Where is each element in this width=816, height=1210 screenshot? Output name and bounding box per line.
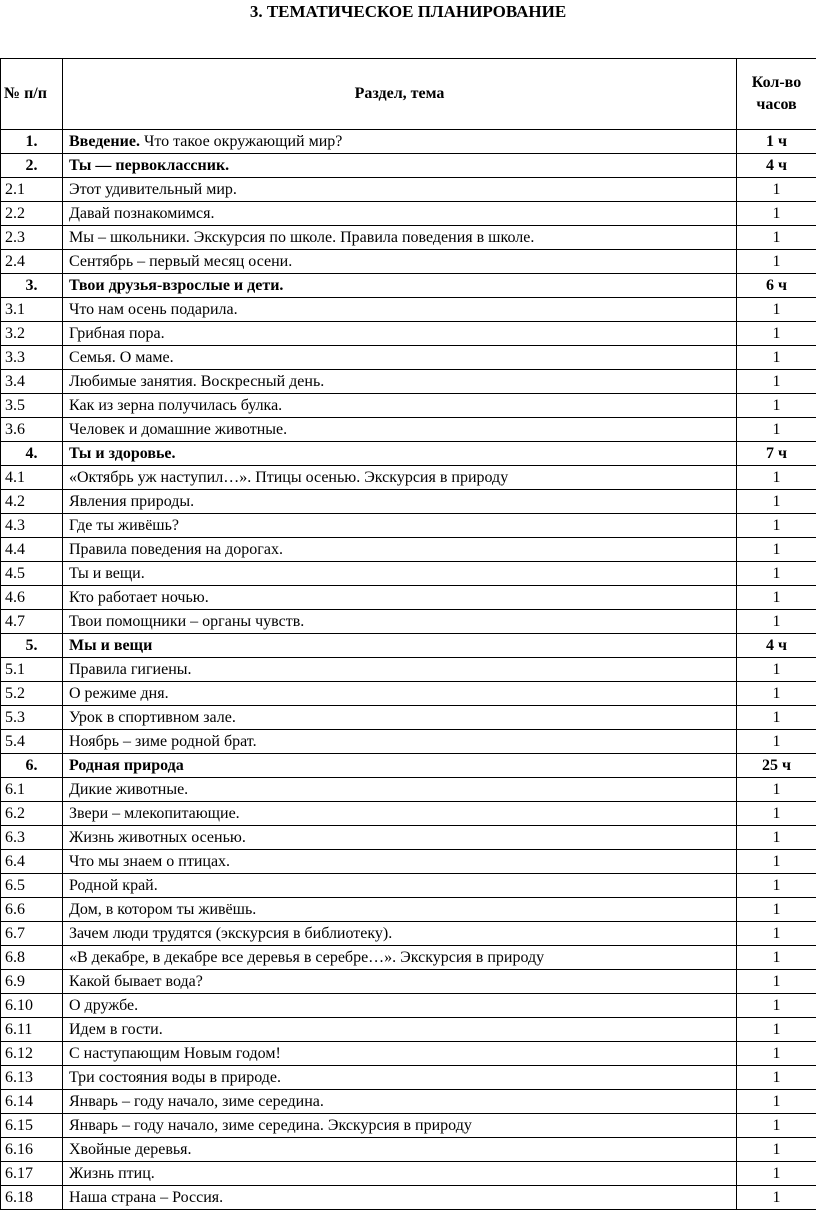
topic-text: Человек и домашние животные. <box>69 420 288 438</box>
row-number: 4.5 <box>1 562 63 586</box>
row-number: 6. <box>1 754 63 778</box>
row-number: 1. <box>1 130 63 154</box>
table-row <box>1 1162 816 1186</box>
row-topic <box>63 730 737 754</box>
table-row <box>1 1090 816 1114</box>
row-topic <box>63 322 737 346</box>
row-number: 6.14 <box>1 1090 63 1114</box>
table-row <box>1 1042 816 1066</box>
row-number: 3.3 <box>1 346 63 370</box>
row-topic <box>63 1186 737 1210</box>
row-topic <box>63 754 737 778</box>
row-number: 6.10 <box>1 994 63 1018</box>
topic-heading: Твои друзья-взрослые и дети. <box>69 276 284 294</box>
topic-heading: Ты и здоровье. <box>69 444 176 462</box>
topic-text: Три состояния воды в природе. <box>69 1068 281 1086</box>
row-hours: 1 <box>737 298 816 322</box>
row-topic <box>63 274 737 298</box>
topic-text: О режиме дня. <box>69 684 169 702</box>
row-number: 6.9 <box>1 970 63 994</box>
table-row <box>1 802 816 826</box>
row-number: 6.17 <box>1 1162 63 1186</box>
row-number: 2. <box>1 154 63 178</box>
table-row <box>1 466 816 490</box>
table-row <box>1 778 816 802</box>
topic-text: Родной край. <box>69 876 158 894</box>
row-hours: 1 <box>737 1114 816 1138</box>
row-hours: 1 <box>737 1162 816 1186</box>
table-row <box>1 370 816 394</box>
row-number: 6.6 <box>1 898 63 922</box>
topic-text: Сентябрь – первый месяц осени. <box>69 252 293 270</box>
table-row <box>1 826 816 850</box>
row-topic <box>63 970 737 994</box>
page-title: 3. ТЕМАТИЧЕСКОЕ ПЛАНИРОВАНИЕ <box>249 2 567 21</box>
row-number: 6.4 <box>1 850 63 874</box>
topic-text: Дикие животные. <box>69 780 189 798</box>
topic-text: Семья. О маме. <box>69 348 174 366</box>
table-row <box>1 226 816 250</box>
topic-text: Зачем люди трудятся (экскурсия в библиотеку). <box>69 924 393 942</box>
row-topic <box>63 1114 737 1138</box>
row-hours: 1 <box>737 322 816 346</box>
topic-heading: Мы и вещи <box>69 636 153 654</box>
row-number: 3.1 <box>1 298 63 322</box>
row-hours: 1 <box>737 682 816 706</box>
topic-heading: Введение. <box>69 132 140 150</box>
topic-text: Ты и вещи. <box>69 564 145 582</box>
section-row <box>1 154 816 178</box>
row-topic <box>63 466 737 490</box>
topic-text: Январь – году начало, зиме середина. <box>69 1092 324 1110</box>
row-topic <box>63 370 737 394</box>
row-number: 6.12 <box>1 1042 63 1066</box>
header-row <box>1 59 816 130</box>
topic-text: Правила гигиены. <box>69 660 192 678</box>
row-topic <box>63 250 737 274</box>
row-number: 5.4 <box>1 730 63 754</box>
row-topic <box>63 874 737 898</box>
table-row <box>1 1018 816 1042</box>
planning-table <box>0 58 816 1210</box>
table-row <box>1 1186 816 1210</box>
row-hours: 1 <box>737 1186 816 1210</box>
table-row <box>1 586 816 610</box>
topic-text: Как из зерна получилась булка. <box>69 396 283 414</box>
table-row <box>1 946 816 970</box>
row-hours: 1 <box>737 586 816 610</box>
topic-text: Наша страна – Россия. <box>69 1188 224 1206</box>
row-hours: 7 ч <box>737 442 816 466</box>
row-hours: 1 <box>737 202 816 226</box>
row-number: 3.6 <box>1 418 63 442</box>
row-topic <box>63 634 737 658</box>
row-number: 6.16 <box>1 1138 63 1162</box>
topic-text: Что нам осень подарила. <box>69 300 238 318</box>
row-hours: 6 ч <box>737 274 816 298</box>
row-number: 5. <box>1 634 63 658</box>
row-hours: 1 <box>737 802 816 826</box>
row-hours: 1 <box>737 874 816 898</box>
row-number: 4.7 <box>1 610 63 634</box>
row-hours: 1 <box>737 730 816 754</box>
table-row <box>1 874 816 898</box>
row-topic <box>63 226 737 250</box>
table-row <box>1 178 816 202</box>
row-topic <box>63 1066 737 1090</box>
topic-text: Урок в спортивном зале. <box>69 708 236 726</box>
topic-text: О дружбе. <box>69 996 139 1014</box>
topic-text: Давай познакомимся. <box>69 204 215 222</box>
table-body <box>1 130 816 1210</box>
row-number: 3. <box>1 274 63 298</box>
row-topic <box>63 778 737 802</box>
topic-text: Что мы знаем о птицах. <box>69 852 231 870</box>
row-number: 2.4 <box>1 250 63 274</box>
topic-text: Дом, в котором ты живёшь. <box>69 900 257 918</box>
topic-text: Звери – млекопитающие. <box>69 804 240 822</box>
row-number: 4.4 <box>1 538 63 562</box>
topic-text: Кто работает ночью. <box>69 588 209 606</box>
topic-text: Идем в гости. <box>69 1020 163 1038</box>
row-hours: 1 <box>737 778 816 802</box>
table-row <box>1 730 816 754</box>
table-row <box>1 610 816 634</box>
row-topic <box>63 850 737 874</box>
topic-text: С наступающим Новым годом! <box>69 1044 281 1062</box>
row-hours: 1 <box>737 490 816 514</box>
row-hours: 1 <box>737 1138 816 1162</box>
topic-text: «Октябрь уж наступил…». Птицы осенью. Экскурсия в природу <box>69 468 509 486</box>
table-row <box>1 922 816 946</box>
row-topic <box>63 562 737 586</box>
topic-text: Явления природы. <box>69 492 195 510</box>
row-hours: 1 <box>737 970 816 994</box>
row-hours: 1 <box>737 898 816 922</box>
row-hours: 4 ч <box>737 154 816 178</box>
row-hours: 1 ч <box>737 130 816 154</box>
row-number: 6.5 <box>1 874 63 898</box>
table-row <box>1 514 816 538</box>
header-topic: Раздел, тема <box>63 59 737 130</box>
row-topic <box>63 946 737 970</box>
topic-text: Правила поведения на дорогах. <box>69 540 283 558</box>
table-row <box>1 394 816 418</box>
row-topic <box>63 994 737 1018</box>
topic-text: Какой бывает вода? <box>69 972 203 990</box>
row-hours: 25 ч <box>737 754 816 778</box>
topic-text: «В декабре, в декабре все деревья в серебре…». Экскурсия в природу <box>69 948 545 966</box>
section-row <box>1 130 816 154</box>
row-hours: 1 <box>737 250 816 274</box>
table-row <box>1 418 816 442</box>
row-number: 3.4 <box>1 370 63 394</box>
topic-heading: Родная природа <box>69 756 184 774</box>
topic-heading: Ты — первоклассник. <box>69 156 230 174</box>
row-number: 6.7 <box>1 922 63 946</box>
row-topic <box>63 802 737 826</box>
row-hours: 1 <box>737 610 816 634</box>
row-hours: 1 <box>737 394 816 418</box>
table-row <box>1 202 816 226</box>
table-row <box>1 994 816 1018</box>
table-row <box>1 658 816 682</box>
row-number: 6.13 <box>1 1066 63 1090</box>
row-topic <box>63 418 737 442</box>
topic-text: Ноябрь – зиме родной брат. <box>69 732 257 750</box>
row-number: 4.1 <box>1 466 63 490</box>
table-row <box>1 970 816 994</box>
topic-text: Жизнь птиц. <box>69 1164 155 1182</box>
row-topic <box>63 1138 737 1162</box>
row-hours: 1 <box>737 226 816 250</box>
topic-text: Любимые занятия. Воскресный день. <box>69 372 325 390</box>
row-topic <box>63 178 737 202</box>
topic-text: Грибная пора. <box>69 324 165 342</box>
section-row <box>1 442 816 466</box>
table-row <box>1 682 816 706</box>
row-number: 3.5 <box>1 394 63 418</box>
table-row <box>1 490 816 514</box>
row-number: 6.11 <box>1 1018 63 1042</box>
row-topic <box>63 1018 737 1042</box>
row-topic <box>63 154 737 178</box>
row-topic <box>63 922 737 946</box>
row-number: 6.1 <box>1 778 63 802</box>
row-hours: 1 <box>737 850 816 874</box>
table-row <box>1 538 816 562</box>
row-hours: 1 <box>737 946 816 970</box>
row-number: 5.3 <box>1 706 63 730</box>
row-topic <box>63 298 737 322</box>
table-row <box>1 706 816 730</box>
topic-text: Мы – школьники. Экскурсия по школе. Правила поведения в школе. <box>69 228 535 246</box>
topic-text: Где ты живёшь? <box>69 516 180 534</box>
row-number: 3.2 <box>1 322 63 346</box>
row-hours: 1 <box>737 922 816 946</box>
section-row <box>1 274 816 298</box>
header-hours: Кол-во часов <box>737 59 816 130</box>
row-topic <box>63 658 737 682</box>
row-topic <box>63 1090 737 1114</box>
table-row <box>1 346 816 370</box>
table-header <box>1 59 816 130</box>
row-topic <box>63 346 737 370</box>
table-row <box>1 322 816 346</box>
row-number: 4. <box>1 442 63 466</box>
row-hours: 1 <box>737 562 816 586</box>
row-hours: 1 <box>737 418 816 442</box>
row-topic <box>63 490 737 514</box>
topic-text: Жизнь животных осенью. <box>69 828 246 846</box>
row-number: 2.2 <box>1 202 63 226</box>
row-topic <box>63 202 737 226</box>
row-hours: 1 <box>737 658 816 682</box>
row-hours: 1 <box>737 514 816 538</box>
table-row <box>1 298 816 322</box>
row-hours: 4 ч <box>737 634 816 658</box>
row-hours: 1 <box>737 370 816 394</box>
row-topic <box>63 538 737 562</box>
row-topic <box>63 706 737 730</box>
row-number: 6.2 <box>1 802 63 826</box>
topic-text: Твои помощники – органы чувств. <box>69 612 305 630</box>
row-topic <box>63 826 737 850</box>
row-number: 6.15 <box>1 1114 63 1138</box>
row-topic <box>63 1042 737 1066</box>
row-hours: 1 <box>737 346 816 370</box>
section-row <box>1 754 816 778</box>
table-row <box>1 250 816 274</box>
row-topic <box>63 586 737 610</box>
row-hours: 1 <box>737 538 816 562</box>
row-hours: 1 <box>737 706 816 730</box>
table-row <box>1 898 816 922</box>
row-hours: 1 <box>737 826 816 850</box>
row-number: 2.3 <box>1 226 63 250</box>
topic-text: Что такое окружающий мир? <box>139 132 343 150</box>
row-hours: 1 <box>737 994 816 1018</box>
row-number: 6.3 <box>1 826 63 850</box>
row-topic <box>63 514 737 538</box>
table-row <box>1 1114 816 1138</box>
row-topic <box>63 442 737 466</box>
topic-text: Этот удивительный мир. <box>69 180 237 198</box>
row-hours: 1 <box>737 1018 816 1042</box>
row-topic <box>63 610 737 634</box>
topic-text: Январь – году начало, зиме середина. Экскурсия в природу <box>69 1116 472 1134</box>
row-topic <box>63 394 737 418</box>
section-row <box>1 634 816 658</box>
table-row <box>1 1138 816 1162</box>
row-topic <box>63 898 737 922</box>
row-hours: 1 <box>737 466 816 490</box>
topic-text: Хвойные деревья. <box>69 1140 192 1158</box>
table-row <box>1 850 816 874</box>
table-row <box>1 1066 816 1090</box>
row-number: 4.6 <box>1 586 63 610</box>
row-number: 6.18 <box>1 1186 63 1210</box>
row-number: 5.1 <box>1 658 63 682</box>
row-hours: 1 <box>737 1042 816 1066</box>
row-number: 6.8 <box>1 946 63 970</box>
row-number: 4.3 <box>1 514 63 538</box>
row-hours: 1 <box>737 178 816 202</box>
row-topic <box>63 682 737 706</box>
row-hours: 1 <box>737 1066 816 1090</box>
row-topic <box>63 1162 737 1186</box>
row-hours: 1 <box>737 1090 816 1114</box>
header-number: № п/п <box>1 59 63 130</box>
table-row <box>1 562 816 586</box>
row-topic <box>63 130 737 154</box>
row-number: 5.2 <box>1 682 63 706</box>
row-number: 4.2 <box>1 490 63 514</box>
row-number: 2.1 <box>1 178 63 202</box>
